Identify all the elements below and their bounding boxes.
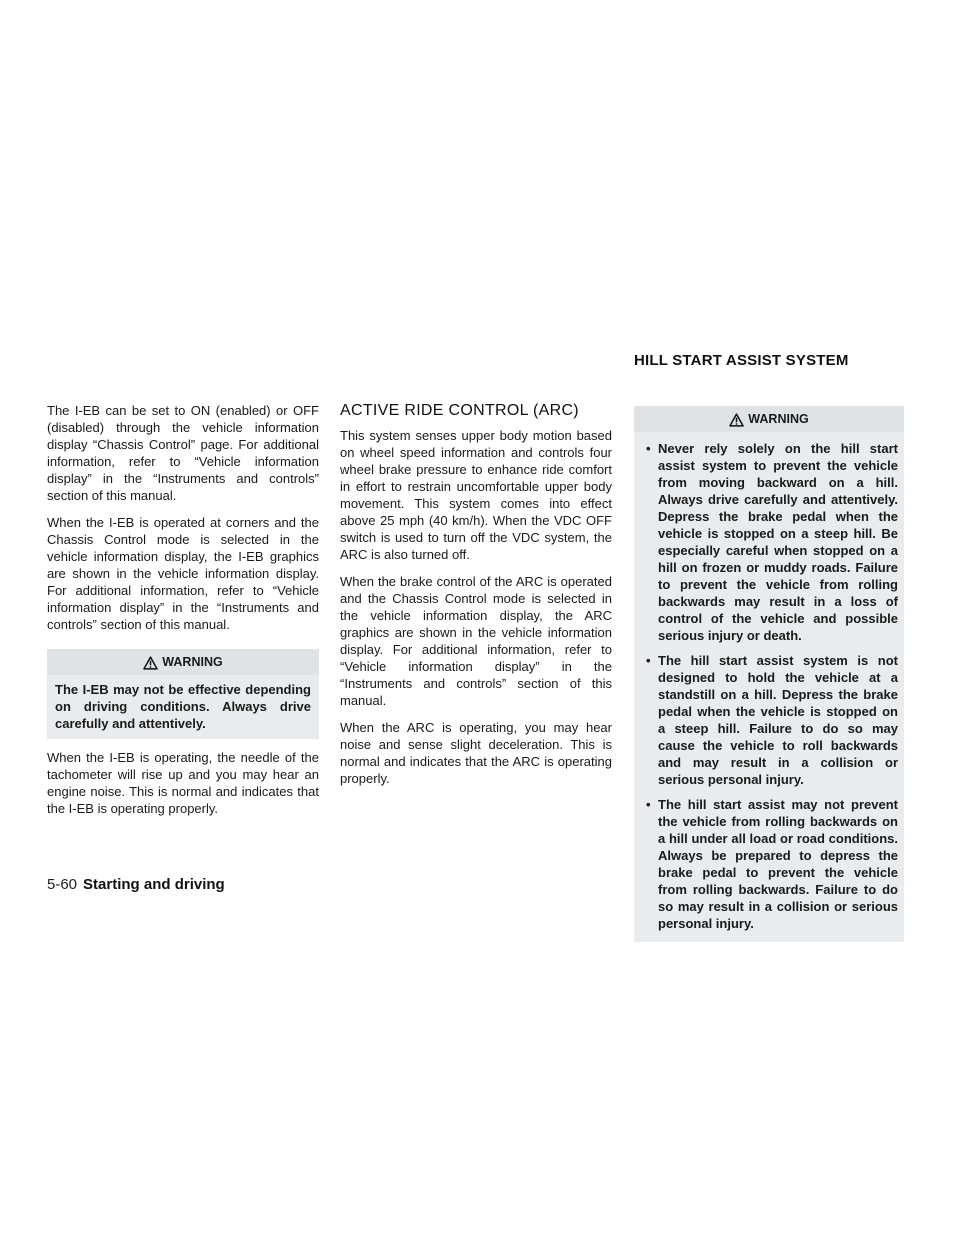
warning-body: [634, 432, 904, 942]
warning-list: [644, 440, 898, 932]
chapter-title: Starting and driving: [83, 876, 225, 893]
column-right: [634, 406, 904, 952]
paragraph: When the I-EB is operated at corners and the Chassis Control mode is selected in the vehicle information display, the I-EB graphics are shown in the vehicle information display. For additional information, refer to “Vehicle information display” in the “Instruments and controls” section of this manual.: [47, 515, 319, 632]
subsection-heading: ACTIVE RIDE CONTROL (ARC): [340, 402, 579, 419]
paragraph: When the brake control of the ARC is operated and the Chassis Control mode is selected in the vehicle information display, the ARC graphics are shown in the vehicle information display. For additional information, refer to “Vehicle information display” in the “Instruments and controls” section of this manual.: [340, 574, 612, 708]
warning-box: [634, 406, 904, 942]
paragraph: When the ARC is operating, you may hear noise and sense slight deceleration. This is normal and indicates that the ARC is operating properly.: [340, 720, 612, 786]
section-title: HILL START ASSIST SYSTEM: [634, 352, 849, 369]
paragraph: This system senses upper body motion based on wheel speed information and controls four wheel brake pressure to enhance ride comfort in effort to restrain uncomfortable upper body movement. This system comes into effect above 25 mph (40 km/h). When the VDC OFF switch is used to turn off the VDC system, the ARC is also turned off.: [340, 428, 612, 562]
column-middle: [340, 402, 612, 797]
column-left: [47, 402, 319, 827]
page-number: 5-60: [47, 876, 78, 893]
warning-header: [634, 406, 904, 432]
paragraph: The I-EB can be set to ON (enabled) or OFF (disabled) through the vehicle information display “Chassis Control” page. For additional information, refer to “Vehicle information display” in the “Instruments and controls” section of this manual.: [47, 403, 319, 503]
page-footer: [47, 876, 225, 893]
warning-item: • The hill start assist system is not designed to hold the vehicle at a standstill on a hill. Depress the brake pedal when the vehicle is stopped on a steep hill. Failure to do so may cause the vehicle to roll backwards and may result in a collision or serious personal injury.: [644, 652, 898, 788]
warning-text: The I-EB may not be effective depending on driving conditions. Always drive carefully and attentively.: [47, 675, 319, 739]
warning-triangle-icon: [143, 656, 158, 670]
warning-item: • Never rely solely on the hill start assist system to prevent the vehicle from moving backward on a hill. Always drive carefully and attentively. Depress the brake pedal when the vehicle is stopped on a steep hill. Be especially careful when stopped on a hill on frozen or muddy roads. Failure to prevent the vehicle from rolling backwards may result in a loss of control of the vehicle and possible serious injury or death.: [644, 440, 898, 644]
warning-label: WARNING: [748, 412, 809, 426]
warning-box: [47, 649, 319, 739]
warning-triangle-icon: [729, 413, 744, 427]
warning-item: • The hill start assist may not prevent the vehicle from rolling backwards on a hill under all load or road conditions. Always be prepared to depress the brake pedal to prevent the vehicle from rolling backwards. Failure to do so may result in a collision or serious personal injury.: [644, 796, 898, 932]
paragraph: When the I-EB is operating, the needle of the tachometer will rise up and you may hear an engine noise. This is normal and indicates that the I-EB is operating properly.: [47, 750, 319, 816]
warning-header: [47, 649, 319, 675]
warning-label: WARNING: [162, 655, 223, 669]
